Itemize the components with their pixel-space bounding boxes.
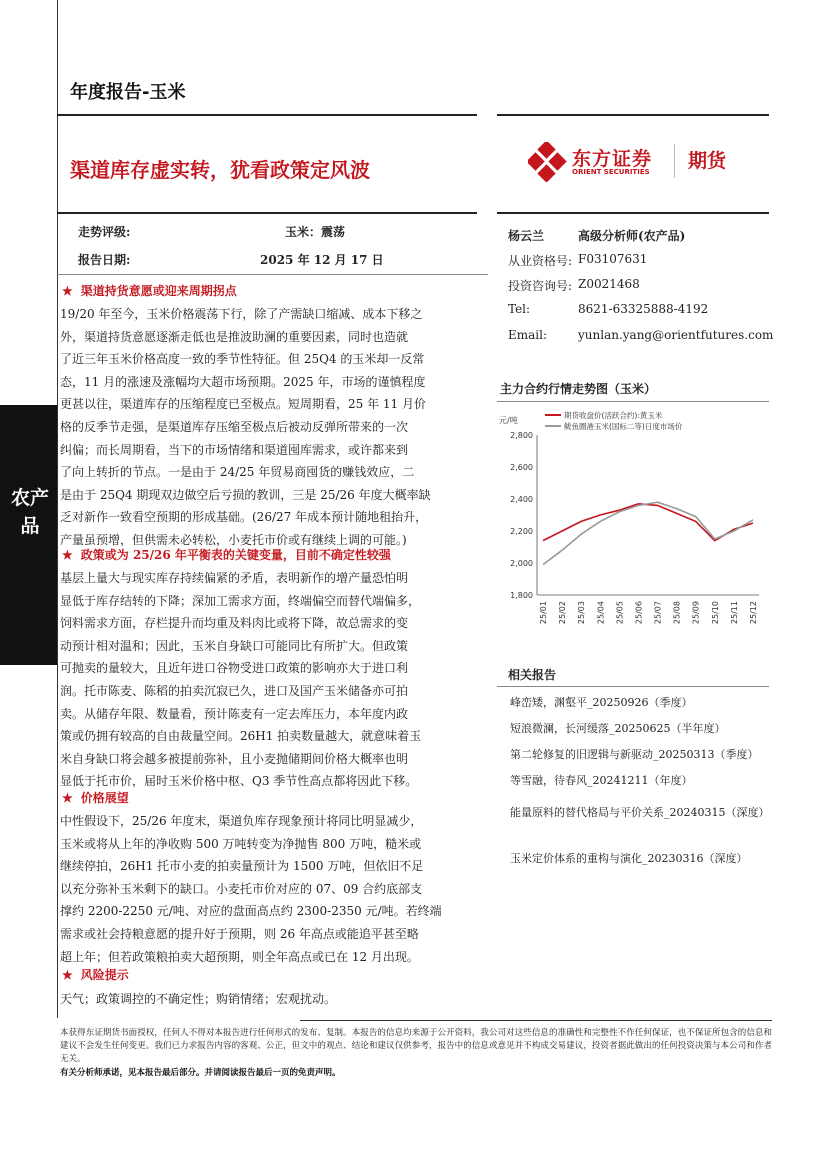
analyst-row-value: 8621-63325888-4192: [578, 302, 709, 316]
x-tick-label: 25/08: [672, 601, 682, 625]
analyst-role: 高级分析师(农产品): [578, 229, 686, 243]
chart-title: 主力合约行情走势图（玉米）: [500, 382, 657, 396]
section-body: 19/20 年至今，玉米价格震荡下行，除了产需缺口缩减、成本下移之 外，渠道持货意愿逐渐走低也是推波助澜的重要因素，同时也造就 了近三年玉米价格高度一致的季节性特征。但 25Q4 的玉米却一反常 态，11 月的涨速及涨幅均大超市场预期。2025 年，市场的谨慎程度 更甚以往，渠道库存的压缩程度已至极点。短周期看，25 年 11 月价 格的反季节走强，是渠道库存压缩至极点后被动反弹所带来的一次 纠偏；而长周期看，当下的市场情绪和渠道囤库需求，或许都来到 了向上转折的节点。一是由于 24/25 年贸易商囤货的赚钱效应，二 是由于 25Q4 期现双边做空后亏损的教训，三是 25/26 年度大概率缺 乏对新作一致看空预期的形成基础。(26/27 年成本预计随地租抬升， 产量虽预增，但供需未必转松，小麦托市价或有继续上调的可能。): [60, 307, 431, 547]
logo-suffix: 期货: [688, 150, 727, 172]
analyst-row-value: Z0021468: [578, 277, 640, 291]
series-line: [543, 502, 753, 564]
section-body: 天气；政策调控的不确定性；购销情绪；宏观扰动。: [60, 992, 337, 1006]
y-axis-label: 元/吨: [499, 416, 518, 425]
legend-label: 鲅鱼圈港玉米(国标二等)日度市场价: [564, 422, 683, 431]
section-heading: ★ 渠道持货意愿或迎来周期拐点: [62, 284, 237, 298]
analyst-row-value: F03107631: [578, 252, 648, 266]
x-tick-label: 25/05: [615, 601, 625, 625]
page-title: 渠道库存虚实转，犹看政策定风波: [70, 158, 370, 182]
y-tick-label: 2,200: [510, 527, 533, 536]
analyst-name: 杨云兰: [508, 229, 545, 243]
x-tick-label: 25/03: [577, 601, 587, 625]
star-icon: ★: [62, 791, 73, 805]
y-tick-label: 2,600: [510, 463, 533, 472]
category-label: 农产品: [10, 487, 49, 537]
section-heading: ★ 价格展望: [62, 791, 129, 805]
related-report-link[interactable]: 峰峦矮，渊壑平_20250926（季度）: [510, 696, 693, 709]
disclaimer-note: 有关分析师承诺，见本报告最后部分。并请阅读报告最后一页的免责声明。: [60, 1068, 341, 1078]
divider: [497, 686, 769, 687]
y-tick-label: 2,800: [510, 431, 533, 440]
analyst-row-label: 投资咨询号:: [508, 279, 573, 293]
x-tick-label: 25/11: [729, 601, 739, 625]
divider: [57, 212, 477, 214]
related-report-link[interactable]: 玉米定价体系的重构与演化_20230316（深度）: [510, 852, 748, 865]
rating-value: 玉米：震荡: [285, 225, 346, 239]
analyst-row-label: 从业资格号:: [508, 254, 573, 268]
legend-label: 期货收盘价(活跃合约):黄玉米: [564, 411, 663, 420]
logo-mark-icon: [528, 142, 568, 182]
date-value: 2025 年 12 月 17 日: [260, 253, 384, 267]
divider: [497, 212, 769, 214]
logo-name-en: ORIENT SECURITIES: [572, 168, 650, 176]
x-tick-label: 25/04: [596, 601, 606, 625]
section-body: 中性假设下，25/26 年度末，渠道负库存现象预计将同比明显减少， 玉米或将从上年的净收购 500 万吨转变为净抛售 800 万吨，糙米或 继续停拍，26H1 托市小麦的拍卖量预计为 1500 万吨，但依旧不足 以充分弥补玉米剩下的缺口。小麦托市价对应的 07、09 合约底部支 撑约 2200-2250 元/吨、对应的盘面高点约 2300-2350 元/吨。若终端 需求或社会持粮意愿的提升好于预期，则 26 年高点或能追平甚至略 超上年；但若政策粮拍卖大超预期，则全年高点或已在 12 月出现。: [60, 814, 442, 964]
rating-label: 走势评级:: [78, 225, 131, 239]
section-heading: ★ 政策或为 25/26 年平衡表的关键变量，目前不确定性较强: [62, 548, 391, 562]
analyst-row-label: Email:: [508, 328, 548, 342]
left-rule: [57, 0, 58, 1018]
related-report-link[interactable]: 短浪微澜，长河缓落_20250625（半年度）: [510, 722, 726, 735]
y-tick-label: 2,400: [510, 495, 533, 504]
section-heading: ★ 风险提示: [62, 968, 129, 982]
related-report-link[interactable]: 等雪融，待春风_20241211（年度）: [510, 774, 693, 787]
y-tick-label: 2,000: [510, 559, 533, 568]
divider: [57, 274, 488, 275]
x-tick-label: 25/02: [558, 601, 568, 625]
logo-separator: [674, 144, 675, 178]
footer-rule: [300, 1020, 772, 1021]
x-tick-label: 25/01: [539, 601, 548, 625]
date-label: 报告日期:: [78, 253, 131, 267]
x-tick-label: 25/06: [634, 601, 644, 625]
related-heading: 相关报告: [508, 668, 557, 682]
analyst-row-label: Tel:: [508, 302, 531, 316]
x-tick-label: 25/09: [691, 601, 701, 625]
star-icon: ★: [62, 284, 73, 298]
price-chart: [497, 405, 769, 655]
related-report-link[interactable]: 第二轮修复的旧逻辑与新驱动_20250313（季度）: [510, 748, 759, 761]
divider: [497, 114, 769, 116]
x-tick-label: 25/12: [749, 601, 758, 625]
divider: [57, 114, 477, 116]
doc-type: 年度报告-玉米: [70, 82, 186, 103]
star-icon: ★: [62, 968, 73, 982]
logo-name: 东方证券: [572, 148, 653, 170]
analyst-row-value[interactable]: yunlan.yang@orientfutures.com: [578, 328, 774, 342]
y-tick-label: 1,800: [510, 591, 533, 600]
disclaimer: 本获得东证期货书面授权，任何人不得对本报告进行任何形式的发布、复制。本报告的信息均来源于公开资料，我公司对这些信息的准确性和完整性不作任何保证，也不保证所包含的信息和建议不会发生任何变更。我们已力求报告内容的客观、公正，但文中的观点、结论和建议仅供参考，报告中的信息或意见并不构成交易建议，投资者据此做出的任何投资决策与本公司和作者无关。: [60, 1028, 772, 1064]
x-tick-label: 25/10: [710, 601, 720, 625]
series-line: [543, 504, 753, 541]
x-tick-label: 25/07: [653, 601, 663, 625]
star-icon: ★: [62, 548, 73, 562]
section-body: 基层上量大与现实库存持续偏紧的矛盾，表明新作的增产量恐怕明 显低于库存结转的下降；深加工需求方面，终端偏空而替代端偏多， 饲料需求方面，存栏提升而均重及料肉比或将下降，故总需求的变 动预计相对温和；因此，玉米自身缺口可能同比有所扩大。但政策 可抛卖的量较大，且近年进口谷物受进口政策的影响亦大于进口利 润。托市陈麦、陈稻的拍卖沉寂已久，进口及国产玉米储备亦可拍 卖。从储存年限、数量看，预计陈麦有一定去库压力，本年度内政 策或仍拥有较高的自由裁量空间。26H1 拍卖数量越大，就意味着玉 米自身缺口将会越多被提前弥补，且小麦抛储期间价格大概率也明 显低于托市价，届时玉米价格中枢、Q3 季节性高点都将因此下移。: [60, 571, 422, 789]
divider: [497, 401, 769, 402]
company-logo: [528, 140, 768, 184]
related-report-link[interactable]: 能量原料的替代格局与平价关系_20240315（深度）: [510, 806, 770, 819]
